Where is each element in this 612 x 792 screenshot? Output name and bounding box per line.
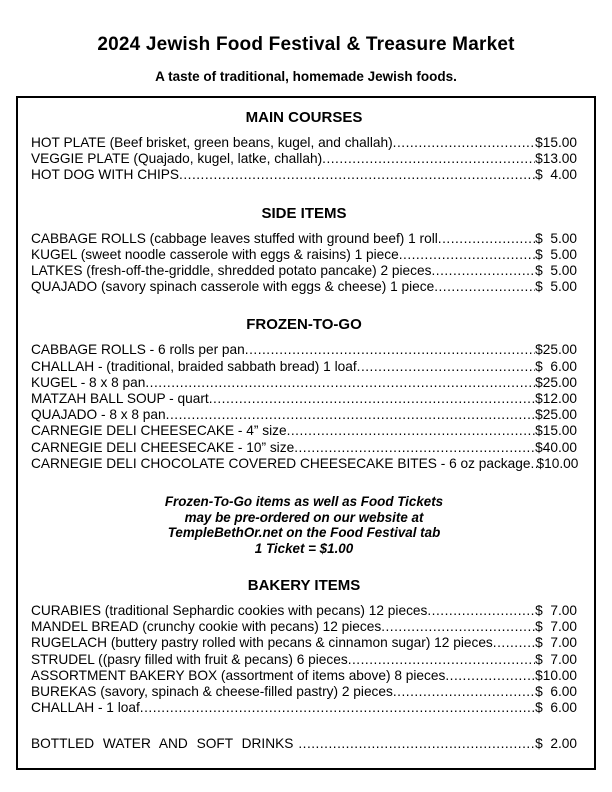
dotted-leader [434, 279, 535, 295]
menu-item-label: HOT PLATE (Beef brisket, green beans, kugel, and challah) [31, 135, 393, 150]
menu-item-label: QUAJADO (savory spinach casserole with eggs & cheese) 1 piece [31, 279, 435, 295]
menu-item-label: MATZAH BALL SOUP - quart [31, 391, 209, 407]
dotted-leader [298, 736, 535, 752]
section-heading-side-items: SIDE ITEMS [261, 204, 347, 222]
preorder-note-line: Frozen-To-Go items as well as Food Tickets [164, 494, 444, 510]
menu-item-price: $12.00 [535, 391, 577, 407]
page-subtitle: A taste of traditional, homemade Jewish foods. [155, 69, 457, 84]
menu-item-row [31, 619, 577, 635]
dotted-leader [393, 135, 535, 151]
dotted-leader [294, 440, 535, 456]
menu-item-row [31, 391, 577, 407]
dotted-leader [145, 375, 535, 391]
menu-item-price: $25.00 [535, 342, 577, 358]
dotted-leader [399, 247, 535, 263]
menu-item-label: QUAJADO - 8 x 8 pan [31, 407, 166, 423]
menu-item-price: $ 7.00 [535, 619, 577, 635]
menu-item-price: $ 7.00 [535, 651, 577, 667]
page-title: 2024 Jewish Food Festival & Treasure Market [97, 34, 515, 55]
menu-item-price: $ 5.00 [535, 279, 577, 295]
section-bakery-items [31, 577, 577, 716]
menu-item-label: VEGGIE PLATE (Quajado, kugel, latke, challah) [31, 151, 323, 167]
menu-item-price: $25.00 [535, 374, 577, 390]
menu-item-label: CHALLAH - 1 loaf [31, 700, 140, 716]
preorder-note-line: may be pre-ordered on our website at [184, 509, 424, 525]
menu-item-price: $ 5.00 [535, 246, 577, 262]
menu-item-price: $ 7.00 [535, 603, 577, 619]
section-side-items [31, 205, 577, 296]
menu-item-price: $10.00 [535, 667, 577, 683]
menu-item-row [31, 151, 577, 167]
menu-item-price: $ 5.00 [535, 263, 577, 279]
menu-item-row [31, 700, 577, 716]
drinks-row [31, 736, 577, 752]
dotted-leader [209, 391, 535, 407]
menu-item-row [31, 279, 577, 295]
menu-item-price: $ 6.00 [535, 700, 577, 716]
menu-item-label: CABBAGE ROLLS (cabbage leaves stuffed with ground beef) 1 roll [31, 230, 438, 246]
dotted-leader [348, 652, 535, 668]
menu-item-label: CARNEGIE DELI CHEESECAKE - 4” size [31, 423, 287, 439]
menu-item-row [31, 668, 577, 684]
menu-item-label: ASSORTMENT BAKERY BOX (assortment of items above) 8 pieces [31, 667, 446, 683]
menu-item-row [31, 407, 577, 423]
dotted-leader [493, 635, 535, 651]
dotted-leader [438, 231, 535, 247]
menu-item-label: KUGEL - 8 x 8 pan [31, 374, 146, 390]
menu-item-label: RUGELACH (buttery pastry rolled with pecans & cinnamon sugar) 12 pieces [31, 635, 493, 651]
menu-item-label: CHALLAH - (traditional, braided sabbath bread) 1 loaf [31, 358, 357, 374]
menu-item-row [31, 652, 577, 668]
dotted-leader [393, 684, 535, 700]
menu-item-label: CURABIES (traditional Sephardic cookies with pecans) 12 pieces [31, 603, 428, 619]
dotted-leader [179, 167, 535, 183]
menu-item-row [31, 456, 577, 472]
section-main-courses [31, 109, 577, 184]
menu-item-label: CARNEGIE DELI CHEESECAKE - 10” size [31, 439, 295, 455]
menu-item-row [31, 603, 577, 619]
menu-item-row [31, 135, 577, 151]
menu-item-row [31, 635, 577, 651]
menu-item-price: $13.00 [535, 151, 577, 167]
section-frozen-to-go [31, 316, 577, 472]
menu-item-row [31, 263, 577, 279]
dotted-leader [322, 151, 535, 167]
menu-item-row [31, 359, 577, 375]
menu-item-price: $15.00 [535, 423, 577, 439]
menu-item-label: STRUDEL ((pasry filled with fruit & pecans) 6 pieces [31, 651, 348, 667]
menu-item-label: CARNEGIE DELI CHOCOLATE COVERED CHEESECAKE BITES - 6 oz package [31, 455, 531, 471]
section-heading-bakery-items: BAKERY ITEMS [247, 577, 361, 595]
menu-item-row [31, 342, 577, 358]
dotted-leader [357, 359, 536, 375]
menu-item-price: $ 4.00 [535, 167, 577, 183]
preorder-note-line: TempleBethOr.net on the Food Festival tab [167, 525, 441, 541]
menu-item-price: $25.00 [535, 407, 577, 423]
section-heading-frozen-to-go: FROZEN-TO-GO [246, 316, 362, 334]
menu-item-label: HOT DOG WITH CHIPS [31, 167, 180, 183]
menu-item-row [31, 375, 577, 391]
menu-item-price: $40.00 [535, 439, 577, 455]
menu-item-row [31, 167, 577, 183]
menu-item-price: $ 5.00 [535, 230, 577, 246]
dotted-leader [427, 603, 535, 619]
menu-item-row [31, 247, 577, 263]
dotted-leader [166, 407, 535, 423]
dotted-leader [140, 700, 535, 716]
drinks-label: BOTTLED WATER AND SOFT DRINKS [31, 736, 294, 752]
menu-item-price: $15.00 [535, 135, 577, 150]
menu-item-label: KUGEL (sweet noodle casserole with eggs & raisins) 1 piece [31, 246, 399, 262]
section-heading-main-courses: MAIN COURSES [245, 109, 363, 126]
menu-item-row [31, 684, 577, 700]
menu-item-price: $ 6.00 [535, 358, 577, 374]
menu-item-row [31, 423, 577, 439]
dotted-leader [381, 619, 535, 635]
menu-item-price: $ 7.00 [535, 635, 577, 651]
dotted-leader [287, 423, 536, 439]
menu-item-label: MANDEL BREAD (crunchy cookie with pecans) 12 pieces [31, 619, 382, 635]
menu-item-row [31, 231, 577, 247]
menu-item-label: CABBAGE ROLLS - 6 rolls per pan [31, 342, 245, 358]
dotted-leader [431, 263, 535, 279]
menu-item-label: BUREKAS (savory, spinach & cheese-filled pastry) 2 pieces [31, 684, 393, 700]
drinks-price: $ 2.00 [535, 736, 577, 752]
menu-box [16, 96, 596, 770]
menu-item-row [31, 440, 577, 456]
dotted-leader [245, 342, 535, 358]
menu-item-price: $ 6.00 [535, 684, 577, 700]
menu-item-price: $10.00 [536, 455, 579, 471]
dotted-leader [445, 668, 535, 684]
menu-item-label: LATKES (fresh-off-the-griddle, shredded potato pancake) 2 pieces [31, 263, 432, 279]
preorder-note-line: 1 Ticket = $1.00 [254, 540, 354, 556]
preorder-note [31, 494, 577, 556]
